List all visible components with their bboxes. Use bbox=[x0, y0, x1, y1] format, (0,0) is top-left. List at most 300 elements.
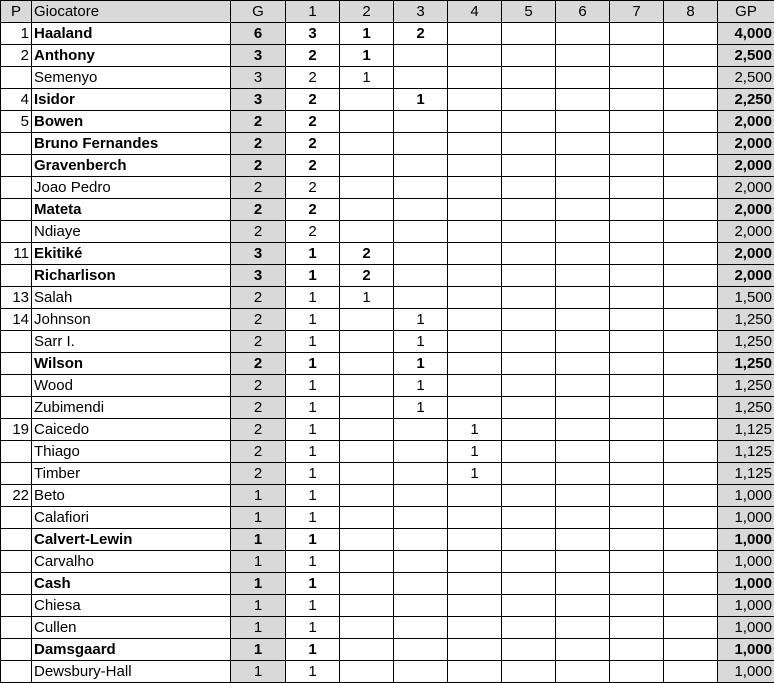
count-cell-5[interactable] bbox=[502, 375, 556, 397]
player-name-cell[interactable]: Salah bbox=[32, 287, 231, 309]
gp-cell[interactable]: 2,000 bbox=[718, 199, 774, 221]
count-cell-7[interactable] bbox=[610, 485, 664, 507]
count-cell-6[interactable] bbox=[556, 375, 610, 397]
count-cell-7[interactable] bbox=[610, 45, 664, 67]
count-cell-7[interactable] bbox=[610, 353, 664, 375]
player-name-cell[interactable]: Damsgaard bbox=[32, 639, 231, 661]
count-cell-4[interactable] bbox=[448, 265, 502, 287]
games-cell[interactable]: 3 bbox=[231, 89, 286, 111]
count-cell-2[interactable] bbox=[340, 529, 394, 551]
table-row[interactable] bbox=[1, 67, 774, 89]
count-cell-6[interactable] bbox=[556, 507, 610, 529]
gp-cell[interactable]: 1,250 bbox=[718, 375, 774, 397]
count-cell-2[interactable] bbox=[340, 309, 394, 331]
count-cell-8[interactable] bbox=[664, 573, 718, 595]
position-cell[interactable]: 1 bbox=[1, 23, 32, 45]
count-cell-3[interactable]: 1 bbox=[394, 89, 448, 111]
count-cell-2[interactable]: 1 bbox=[340, 67, 394, 89]
player-name-cell[interactable]: Wood bbox=[32, 375, 231, 397]
position-cell[interactable] bbox=[1, 617, 32, 639]
count-cell-5[interactable] bbox=[502, 463, 556, 485]
count-cell-1[interactable]: 1 bbox=[286, 551, 340, 573]
count-cell-2[interactable] bbox=[340, 463, 394, 485]
count-cell-3[interactable] bbox=[394, 221, 448, 243]
count-cell-2[interactable] bbox=[340, 199, 394, 221]
gp-cell[interactable]: 1,000 bbox=[718, 551, 774, 573]
header-games[interactable]: G bbox=[231, 1, 286, 23]
count-cell-1[interactable]: 1 bbox=[286, 529, 340, 551]
count-cell-5[interactable] bbox=[502, 265, 556, 287]
games-cell[interactable]: 2 bbox=[231, 309, 286, 331]
table-row[interactable] bbox=[1, 111, 774, 133]
count-cell-4[interactable] bbox=[448, 67, 502, 89]
count-cell-1[interactable]: 1 bbox=[286, 309, 340, 331]
position-cell[interactable] bbox=[1, 529, 32, 551]
count-cell-7[interactable] bbox=[610, 199, 664, 221]
count-cell-2[interactable] bbox=[340, 441, 394, 463]
gp-cell[interactable]: 2,000 bbox=[718, 155, 774, 177]
count-cell-4[interactable] bbox=[448, 199, 502, 221]
count-cell-6[interactable] bbox=[556, 45, 610, 67]
position-cell[interactable] bbox=[1, 507, 32, 529]
count-cell-7[interactable] bbox=[610, 617, 664, 639]
count-cell-1[interactable]: 2 bbox=[286, 155, 340, 177]
header-col-4[interactable]: 4 bbox=[448, 1, 502, 23]
player-name-cell[interactable]: Chiesa bbox=[32, 595, 231, 617]
count-cell-4[interactable] bbox=[448, 375, 502, 397]
count-cell-8[interactable] bbox=[664, 45, 718, 67]
count-cell-3[interactable] bbox=[394, 199, 448, 221]
count-cell-3[interactable] bbox=[394, 133, 448, 155]
count-cell-7[interactable] bbox=[610, 155, 664, 177]
count-cell-2[interactable] bbox=[340, 133, 394, 155]
player-name-cell[interactable]: Gravenberch bbox=[32, 155, 231, 177]
count-cell-1[interactable]: 1 bbox=[286, 661, 340, 683]
games-cell[interactable]: 2 bbox=[231, 463, 286, 485]
count-cell-7[interactable] bbox=[610, 331, 664, 353]
count-cell-5[interactable] bbox=[502, 111, 556, 133]
player-name-cell[interactable]: Thiago bbox=[32, 441, 231, 463]
count-cell-3[interactable] bbox=[394, 551, 448, 573]
gp-cell[interactable]: 2,000 bbox=[718, 177, 774, 199]
count-cell-1[interactable]: 1 bbox=[286, 485, 340, 507]
count-cell-1[interactable]: 1 bbox=[286, 463, 340, 485]
count-cell-3[interactable] bbox=[394, 243, 448, 265]
position-cell[interactable]: 4 bbox=[1, 89, 32, 111]
table-row[interactable] bbox=[1, 177, 774, 199]
count-cell-7[interactable] bbox=[610, 89, 664, 111]
position-cell[interactable]: 5 bbox=[1, 111, 32, 133]
count-cell-4[interactable] bbox=[448, 331, 502, 353]
count-cell-4[interactable] bbox=[448, 177, 502, 199]
count-cell-8[interactable] bbox=[664, 23, 718, 45]
table-row[interactable] bbox=[1, 375, 774, 397]
count-cell-7[interactable] bbox=[610, 243, 664, 265]
count-cell-3[interactable] bbox=[394, 463, 448, 485]
count-cell-8[interactable] bbox=[664, 397, 718, 419]
player-name-cell[interactable]: Zubimendi bbox=[32, 397, 231, 419]
count-cell-6[interactable] bbox=[556, 287, 610, 309]
header-col-3[interactable]: 3 bbox=[394, 1, 448, 23]
count-cell-2[interactable] bbox=[340, 177, 394, 199]
count-cell-2[interactable]: 1 bbox=[340, 45, 394, 67]
count-cell-3[interactable] bbox=[394, 485, 448, 507]
count-cell-6[interactable] bbox=[556, 89, 610, 111]
player-name-cell[interactable]: Haaland bbox=[32, 23, 231, 45]
count-cell-1[interactable]: 2 bbox=[286, 177, 340, 199]
count-cell-2[interactable] bbox=[340, 639, 394, 661]
count-cell-7[interactable] bbox=[610, 463, 664, 485]
gp-cell[interactable]: 1,000 bbox=[718, 573, 774, 595]
gp-cell[interactable]: 1,000 bbox=[718, 529, 774, 551]
player-name-cell[interactable]: Carvalho bbox=[32, 551, 231, 573]
count-cell-6[interactable] bbox=[556, 353, 610, 375]
count-cell-5[interactable] bbox=[502, 441, 556, 463]
count-cell-8[interactable] bbox=[664, 485, 718, 507]
count-cell-4[interactable] bbox=[448, 661, 502, 683]
table-row[interactable] bbox=[1, 463, 774, 485]
count-cell-3[interactable] bbox=[394, 661, 448, 683]
count-cell-2[interactable] bbox=[340, 89, 394, 111]
position-cell[interactable]: 2 bbox=[1, 45, 32, 67]
count-cell-8[interactable] bbox=[664, 419, 718, 441]
count-cell-7[interactable] bbox=[610, 441, 664, 463]
position-cell[interactable]: 14 bbox=[1, 309, 32, 331]
count-cell-5[interactable] bbox=[502, 221, 556, 243]
count-cell-5[interactable] bbox=[502, 331, 556, 353]
player-name-cell[interactable]: Calafiori bbox=[32, 507, 231, 529]
position-cell[interactable] bbox=[1, 331, 32, 353]
position-cell[interactable] bbox=[1, 375, 32, 397]
count-cell-7[interactable] bbox=[610, 287, 664, 309]
count-cell-7[interactable] bbox=[610, 573, 664, 595]
position-cell[interactable] bbox=[1, 265, 32, 287]
count-cell-5[interactable] bbox=[502, 551, 556, 573]
count-cell-5[interactable] bbox=[502, 661, 556, 683]
header-col-2[interactable]: 2 bbox=[340, 1, 394, 23]
count-cell-4[interactable] bbox=[448, 485, 502, 507]
player-name-cell[interactable]: Joao Pedro bbox=[32, 177, 231, 199]
count-cell-3[interactable] bbox=[394, 573, 448, 595]
gp-cell[interactable]: 1,000 bbox=[718, 639, 774, 661]
position-cell[interactable] bbox=[1, 463, 32, 485]
position-cell[interactable] bbox=[1, 199, 32, 221]
count-cell-4[interactable] bbox=[448, 617, 502, 639]
count-cell-3[interactable]: 1 bbox=[394, 397, 448, 419]
count-cell-3[interactable] bbox=[394, 441, 448, 463]
count-cell-6[interactable] bbox=[556, 661, 610, 683]
games-cell[interactable]: 2 bbox=[231, 199, 286, 221]
table-row[interactable] bbox=[1, 441, 774, 463]
gp-cell[interactable]: 1,000 bbox=[718, 507, 774, 529]
count-cell-1[interactable]: 2 bbox=[286, 111, 340, 133]
count-cell-4[interactable]: 1 bbox=[448, 441, 502, 463]
count-cell-3[interactable] bbox=[394, 45, 448, 67]
games-cell[interactable]: 2 bbox=[231, 111, 286, 133]
count-cell-5[interactable] bbox=[502, 617, 556, 639]
count-cell-2[interactable] bbox=[340, 507, 394, 529]
count-cell-3[interactable] bbox=[394, 507, 448, 529]
table-row[interactable] bbox=[1, 661, 774, 683]
count-cell-6[interactable] bbox=[556, 177, 610, 199]
count-cell-5[interactable] bbox=[502, 485, 556, 507]
count-cell-7[interactable] bbox=[610, 639, 664, 661]
count-cell-6[interactable] bbox=[556, 155, 610, 177]
count-cell-6[interactable] bbox=[556, 595, 610, 617]
count-cell-6[interactable] bbox=[556, 133, 610, 155]
count-cell-6[interactable] bbox=[556, 419, 610, 441]
count-cell-4[interactable] bbox=[448, 155, 502, 177]
header-col-1[interactable]: 1 bbox=[286, 1, 340, 23]
count-cell-1[interactable]: 1 bbox=[286, 573, 340, 595]
count-cell-2[interactable] bbox=[340, 573, 394, 595]
count-cell-1[interactable]: 2 bbox=[286, 45, 340, 67]
table-row[interactable] bbox=[1, 265, 774, 287]
count-cell-4[interactable]: 1 bbox=[448, 463, 502, 485]
gp-cell[interactable]: 1,000 bbox=[718, 617, 774, 639]
position-cell[interactable] bbox=[1, 177, 32, 199]
count-cell-5[interactable] bbox=[502, 177, 556, 199]
player-name-cell[interactable]: Ndiaye bbox=[32, 221, 231, 243]
count-cell-6[interactable] bbox=[556, 551, 610, 573]
position-cell[interactable] bbox=[1, 639, 32, 661]
position-cell[interactable] bbox=[1, 441, 32, 463]
count-cell-7[interactable] bbox=[610, 221, 664, 243]
games-cell[interactable]: 1 bbox=[231, 485, 286, 507]
count-cell-2[interactable] bbox=[340, 353, 394, 375]
games-cell[interactable]: 3 bbox=[231, 265, 286, 287]
count-cell-3[interactable]: 1 bbox=[394, 309, 448, 331]
count-cell-2[interactable]: 1 bbox=[340, 23, 394, 45]
position-cell[interactable]: 11 bbox=[1, 243, 32, 265]
count-cell-1[interactable]: 1 bbox=[286, 419, 340, 441]
player-name-cell[interactable]: Bruno Fernandes bbox=[32, 133, 231, 155]
games-cell[interactable]: 1 bbox=[231, 573, 286, 595]
count-cell-4[interactable] bbox=[448, 45, 502, 67]
count-cell-3[interactable] bbox=[394, 529, 448, 551]
count-cell-8[interactable] bbox=[664, 265, 718, 287]
table-row[interactable] bbox=[1, 419, 774, 441]
count-cell-4[interactable] bbox=[448, 23, 502, 45]
count-cell-4[interactable] bbox=[448, 397, 502, 419]
count-cell-6[interactable] bbox=[556, 463, 610, 485]
player-name-cell[interactable]: Richarlison bbox=[32, 265, 231, 287]
count-cell-5[interactable] bbox=[502, 199, 556, 221]
count-cell-8[interactable] bbox=[664, 89, 718, 111]
count-cell-6[interactable] bbox=[556, 529, 610, 551]
count-cell-3[interactable] bbox=[394, 177, 448, 199]
count-cell-3[interactable]: 1 bbox=[394, 331, 448, 353]
count-cell-5[interactable] bbox=[502, 353, 556, 375]
position-cell[interactable] bbox=[1, 661, 32, 683]
count-cell-2[interactable] bbox=[340, 111, 394, 133]
count-cell-5[interactable] bbox=[502, 287, 556, 309]
gp-cell[interactable]: 1,000 bbox=[718, 661, 774, 683]
player-name-cell[interactable]: Semenyo bbox=[32, 67, 231, 89]
table-row[interactable] bbox=[1, 309, 774, 331]
count-cell-6[interactable] bbox=[556, 265, 610, 287]
count-cell-7[interactable] bbox=[610, 507, 664, 529]
player-name-cell[interactable]: Caicedo bbox=[32, 419, 231, 441]
table-row[interactable] bbox=[1, 595, 774, 617]
count-cell-7[interactable] bbox=[610, 111, 664, 133]
count-cell-5[interactable] bbox=[502, 507, 556, 529]
count-cell-5[interactable] bbox=[502, 397, 556, 419]
table-row[interactable] bbox=[1, 155, 774, 177]
count-cell-8[interactable] bbox=[664, 243, 718, 265]
player-name-cell[interactable]: Sarr I. bbox=[32, 331, 231, 353]
games-cell[interactable]: 2 bbox=[231, 419, 286, 441]
count-cell-5[interactable] bbox=[502, 45, 556, 67]
table-row[interactable] bbox=[1, 353, 774, 375]
gp-cell[interactable]: 1,250 bbox=[718, 309, 774, 331]
count-cell-6[interactable] bbox=[556, 199, 610, 221]
count-cell-3[interactable] bbox=[394, 111, 448, 133]
position-cell[interactable] bbox=[1, 133, 32, 155]
header-col-7[interactable]: 7 bbox=[610, 1, 664, 23]
count-cell-3[interactable]: 2 bbox=[394, 23, 448, 45]
count-cell-1[interactable]: 2 bbox=[286, 221, 340, 243]
count-cell-6[interactable] bbox=[556, 111, 610, 133]
count-cell-8[interactable] bbox=[664, 287, 718, 309]
count-cell-8[interactable] bbox=[664, 111, 718, 133]
player-name-cell[interactable]: Isidor bbox=[32, 89, 231, 111]
gp-cell[interactable]: 2,000 bbox=[718, 265, 774, 287]
table-row[interactable] bbox=[1, 507, 774, 529]
position-cell[interactable] bbox=[1, 67, 32, 89]
games-cell[interactable]: 2 bbox=[231, 331, 286, 353]
count-cell-8[interactable] bbox=[664, 199, 718, 221]
position-cell[interactable]: 22 bbox=[1, 485, 32, 507]
position-cell[interactable] bbox=[1, 221, 32, 243]
count-cell-2[interactable]: 1 bbox=[340, 287, 394, 309]
count-cell-8[interactable] bbox=[664, 507, 718, 529]
count-cell-1[interactable]: 2 bbox=[286, 67, 340, 89]
gp-cell[interactable]: 4,000 bbox=[718, 23, 774, 45]
position-cell[interactable] bbox=[1, 397, 32, 419]
header-col-8[interactable]: 8 bbox=[664, 1, 718, 23]
header-position[interactable]: P bbox=[1, 1, 32, 23]
count-cell-6[interactable] bbox=[556, 441, 610, 463]
count-cell-1[interactable]: 2 bbox=[286, 89, 340, 111]
count-cell-6[interactable] bbox=[556, 485, 610, 507]
table-row[interactable] bbox=[1, 199, 774, 221]
count-cell-6[interactable] bbox=[556, 243, 610, 265]
count-cell-4[interactable] bbox=[448, 595, 502, 617]
count-cell-6[interactable] bbox=[556, 397, 610, 419]
count-cell-2[interactable] bbox=[340, 485, 394, 507]
player-name-cell[interactable]: Dewsbury-Hall bbox=[32, 661, 231, 683]
count-cell-8[interactable] bbox=[664, 67, 718, 89]
count-cell-7[interactable] bbox=[610, 177, 664, 199]
gp-cell[interactable]: 2,500 bbox=[718, 45, 774, 67]
count-cell-2[interactable] bbox=[340, 617, 394, 639]
count-cell-2[interactable] bbox=[340, 595, 394, 617]
games-cell[interactable]: 2 bbox=[231, 441, 286, 463]
count-cell-5[interactable] bbox=[502, 67, 556, 89]
games-cell[interactable]: 2 bbox=[231, 177, 286, 199]
player-name-cell[interactable]: Cash bbox=[32, 573, 231, 595]
games-cell[interactable]: 1 bbox=[231, 639, 286, 661]
table-row[interactable] bbox=[1, 529, 774, 551]
games-cell[interactable]: 6 bbox=[231, 23, 286, 45]
count-cell-7[interactable] bbox=[610, 529, 664, 551]
count-cell-3[interactable] bbox=[394, 265, 448, 287]
count-cell-2[interactable] bbox=[340, 551, 394, 573]
gp-cell[interactable]: 1,125 bbox=[718, 419, 774, 441]
count-cell-3[interactable] bbox=[394, 287, 448, 309]
player-name-cell[interactable]: Wilson bbox=[32, 353, 231, 375]
count-cell-1[interactable]: 1 bbox=[286, 617, 340, 639]
header-gp[interactable]: GP bbox=[718, 1, 774, 23]
count-cell-1[interactable]: 1 bbox=[286, 265, 340, 287]
count-cell-4[interactable] bbox=[448, 573, 502, 595]
gp-cell[interactable]: 1,250 bbox=[718, 353, 774, 375]
count-cell-5[interactable] bbox=[502, 243, 556, 265]
games-cell[interactable]: 1 bbox=[231, 529, 286, 551]
count-cell-4[interactable] bbox=[448, 639, 502, 661]
count-cell-2[interactable]: 2 bbox=[340, 243, 394, 265]
count-cell-7[interactable] bbox=[610, 23, 664, 45]
count-cell-1[interactable]: 1 bbox=[286, 331, 340, 353]
table-row[interactable] bbox=[1, 639, 774, 661]
gp-cell[interactable]: 1,500 bbox=[718, 287, 774, 309]
count-cell-7[interactable] bbox=[610, 375, 664, 397]
table-row[interactable] bbox=[1, 221, 774, 243]
count-cell-1[interactable]: 1 bbox=[286, 595, 340, 617]
count-cell-1[interactable]: 1 bbox=[286, 353, 340, 375]
games-cell[interactable]: 1 bbox=[231, 551, 286, 573]
gp-cell[interactable]: 1,000 bbox=[718, 595, 774, 617]
count-cell-8[interactable] bbox=[664, 331, 718, 353]
table-row[interactable] bbox=[1, 551, 774, 573]
count-cell-1[interactable]: 1 bbox=[286, 397, 340, 419]
count-cell-5[interactable] bbox=[502, 23, 556, 45]
player-name-cell[interactable]: Timber bbox=[32, 463, 231, 485]
count-cell-6[interactable] bbox=[556, 309, 610, 331]
position-cell[interactable] bbox=[1, 155, 32, 177]
gp-cell[interactable]: 1,125 bbox=[718, 463, 774, 485]
count-cell-4[interactable] bbox=[448, 551, 502, 573]
table-row[interactable] bbox=[1, 45, 774, 67]
count-cell-3[interactable]: 1 bbox=[394, 353, 448, 375]
games-cell[interactable]: 2 bbox=[231, 375, 286, 397]
games-cell[interactable]: 1 bbox=[231, 507, 286, 529]
count-cell-8[interactable] bbox=[664, 375, 718, 397]
count-cell-3[interactable]: 1 bbox=[394, 375, 448, 397]
player-name-cell[interactable]: Cullen bbox=[32, 617, 231, 639]
games-cell[interactable]: 2 bbox=[231, 133, 286, 155]
gp-cell[interactable]: 2,500 bbox=[718, 67, 774, 89]
count-cell-2[interactable] bbox=[340, 661, 394, 683]
count-cell-6[interactable] bbox=[556, 331, 610, 353]
table-row[interactable] bbox=[1, 133, 774, 155]
count-cell-7[interactable] bbox=[610, 67, 664, 89]
count-cell-2[interactable] bbox=[340, 331, 394, 353]
gp-cell[interactable]: 2,250 bbox=[718, 89, 774, 111]
count-cell-4[interactable] bbox=[448, 353, 502, 375]
count-cell-8[interactable] bbox=[664, 133, 718, 155]
count-cell-5[interactable] bbox=[502, 595, 556, 617]
count-cell-7[interactable] bbox=[610, 551, 664, 573]
count-cell-8[interactable] bbox=[664, 595, 718, 617]
player-name-cell[interactable]: Johnson bbox=[32, 309, 231, 331]
count-cell-6[interactable] bbox=[556, 639, 610, 661]
count-cell-4[interactable] bbox=[448, 111, 502, 133]
count-cell-3[interactable] bbox=[394, 617, 448, 639]
gp-cell[interactable]: 1,125 bbox=[718, 441, 774, 463]
count-cell-4[interactable] bbox=[448, 243, 502, 265]
